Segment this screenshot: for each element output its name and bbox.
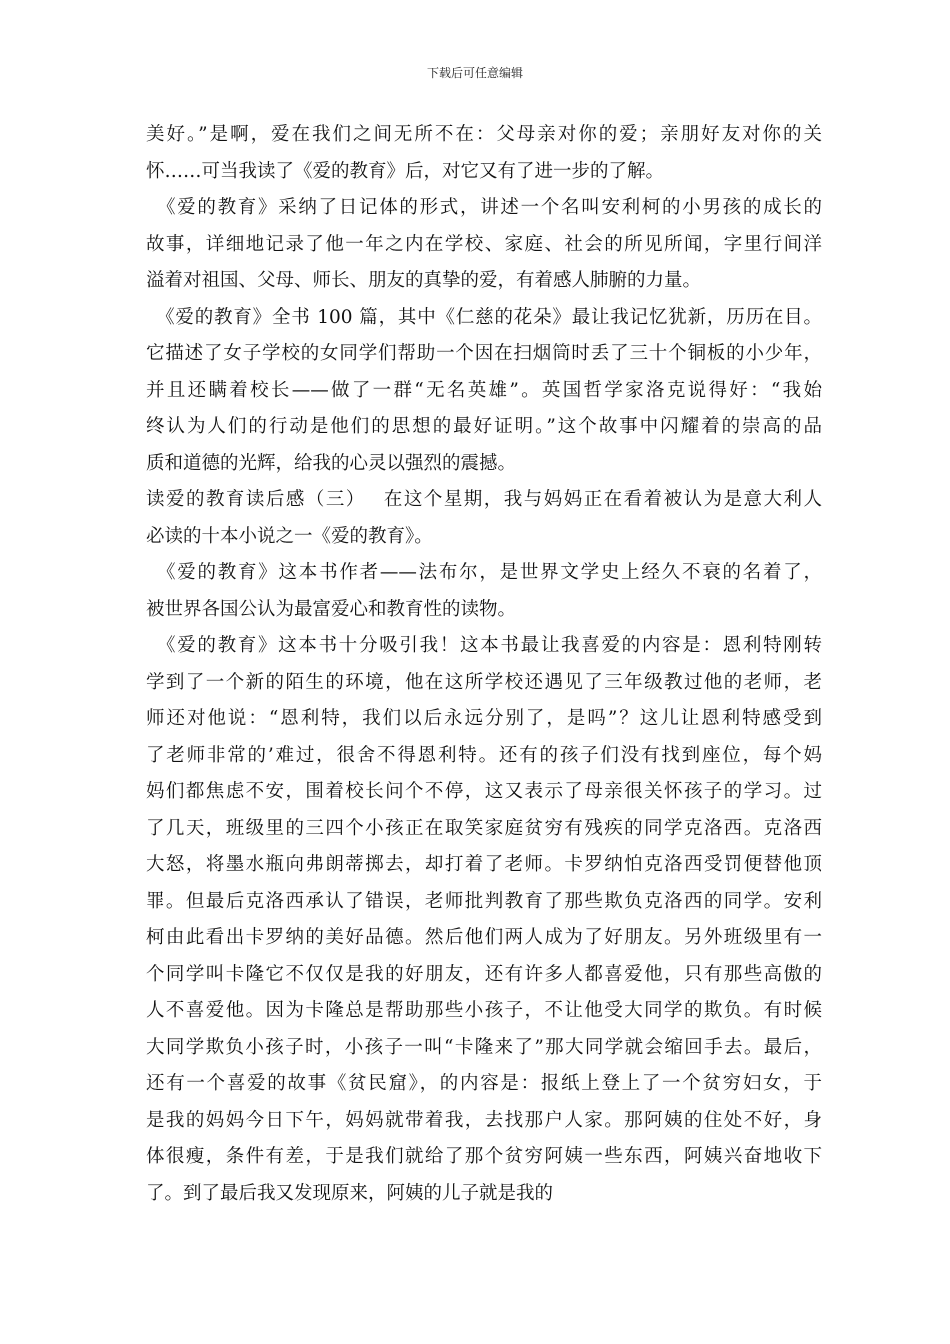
text-line: 《爱的教育》采纳了日记体的形式，讲述一个名叫安利柯的小男孩的成长的: [146, 197, 822, 218]
text-line: 并且还瞒着校长——做了一群“无名英雄”。英国哲学家洛克说得好：“我始: [146, 379, 822, 401]
text-line: 学到了一个新的陌生的环境，他在这所学校还遇见了三年级教过他的老师，老: [146, 671, 822, 693]
text-line: 《爱的教育》这本书十分吸引我！这本书最让我喜爱的内容是：恩利特刚转: [146, 635, 822, 656]
text-line: 它描述了女子学校的女同学们帮助一个因在扫烟筒时丢了三十个铜板的小少年，: [146, 343, 822, 364]
text-line: 大同学欺负小孩子时，小孩子一叫“卡隆来了”那大同学就会缩回手去。最后，: [146, 1036, 822, 1058]
text-line: 是我的妈妈今日下午，妈妈就带着我，去找那户人家。那阿姨的住处不好，身: [146, 1109, 822, 1131]
text-line: 必读的十本小说之一《爱的教育》。: [146, 525, 433, 547]
text-line: 质和道德的光辉，给我的心灵以强烈的震撼。: [146, 452, 517, 474]
text-line: 人不喜爱他。因为卡隆总是帮助那些小孩子，不让他受大同学的欺负。有时候: [146, 1000, 822, 1021]
text-line: 了。到了最后我又发现原来，阿姨的儿子就是我的: [146, 1182, 554, 1204]
text-line: 妈们都焦虑不安，围着校长问个不停，这又表示了母亲很关怀孩子的学习。过: [146, 781, 822, 802]
document-body: [146, 117, 822, 1212]
text-line: 怀……可当我读了《爱的教育》后，对它又有了进一步的了解。: [146, 160, 665, 182]
text-line: 还有一个喜爱的故事《贫民窟》，的内容是：报纸上登上了一个贫穷妇女，于: [146, 1073, 822, 1094]
text-line: 美好。”是啊，爱在我们之间无所不在：父母亲对你的爱；亲朋好友对你的关: [146, 124, 822, 145]
text-line: 个同学叫卡隆它不仅仅是我的好朋友，还有许多人都喜爱他，只有那些高傲的: [146, 963, 822, 985]
text-line: 故事，详细地记录了他一年之内在学校、家庭、社会的所见所闻，字里行间洋: [146, 233, 822, 255]
text-line: 《爱的教育》全书 100 篇，其中《仁慈的花朵》最让我记忆犹新，历历在目。: [146, 306, 822, 328]
text-line: 被世界各国公认为最富爱心和教育性的读物。: [146, 598, 517, 620]
text-line: 罪。但最后克洛西承认了错误，老师批判教育了那些欺负克洛西的同学。安利: [146, 890, 822, 912]
text-line: 师还对他说：“恩利特，我们以后永远分别了，是吗”？这儿让恩利特感受到: [146, 708, 822, 729]
text-line: 《爱的教育》这本书作者——法布尔，是世界文学史上经久不衰的名着了，: [146, 562, 822, 583]
text-line: 大怒，将墨水瓶向弗朗蒂掷去，却打着了老师。卡罗纳怕克洛西受罚便替他顶: [146, 854, 822, 875]
text-line: 了几天，班级里的三四个小孩正在取笑家庭贫穷有残疾的同学克洛西。克洛西: [146, 817, 822, 839]
page-header: 下载后可任意编辑: [426, 66, 523, 80]
text-line: 了老师非常的’难过，很舍不得恩利特。还有的孩子们没有找到座位，每个妈: [146, 744, 822, 766]
text-line: 读爱的教育读后感（三） 在这个星期，我与妈妈正在看着被认为是意大利人: [146, 489, 822, 510]
text-line: 终认为人们的行动是他们的思想的最好证明。”这个故事中闪耀着的崇高的品: [146, 416, 822, 437]
text-line: 柯由此看出卡罗纳的美好品德。然后他们两人成为了好朋友。另外班级里有一: [146, 927, 822, 948]
text-line: 溢着对祖国、父母、师长、朋友的真挚的爱，有着感人肺腑的力量。: [146, 270, 702, 291]
text-line: 体很瘦，条件有差，于是我们就给了那个贫穷阿姨一些东西，阿姨兴奋地收下: [146, 1146, 822, 1167]
